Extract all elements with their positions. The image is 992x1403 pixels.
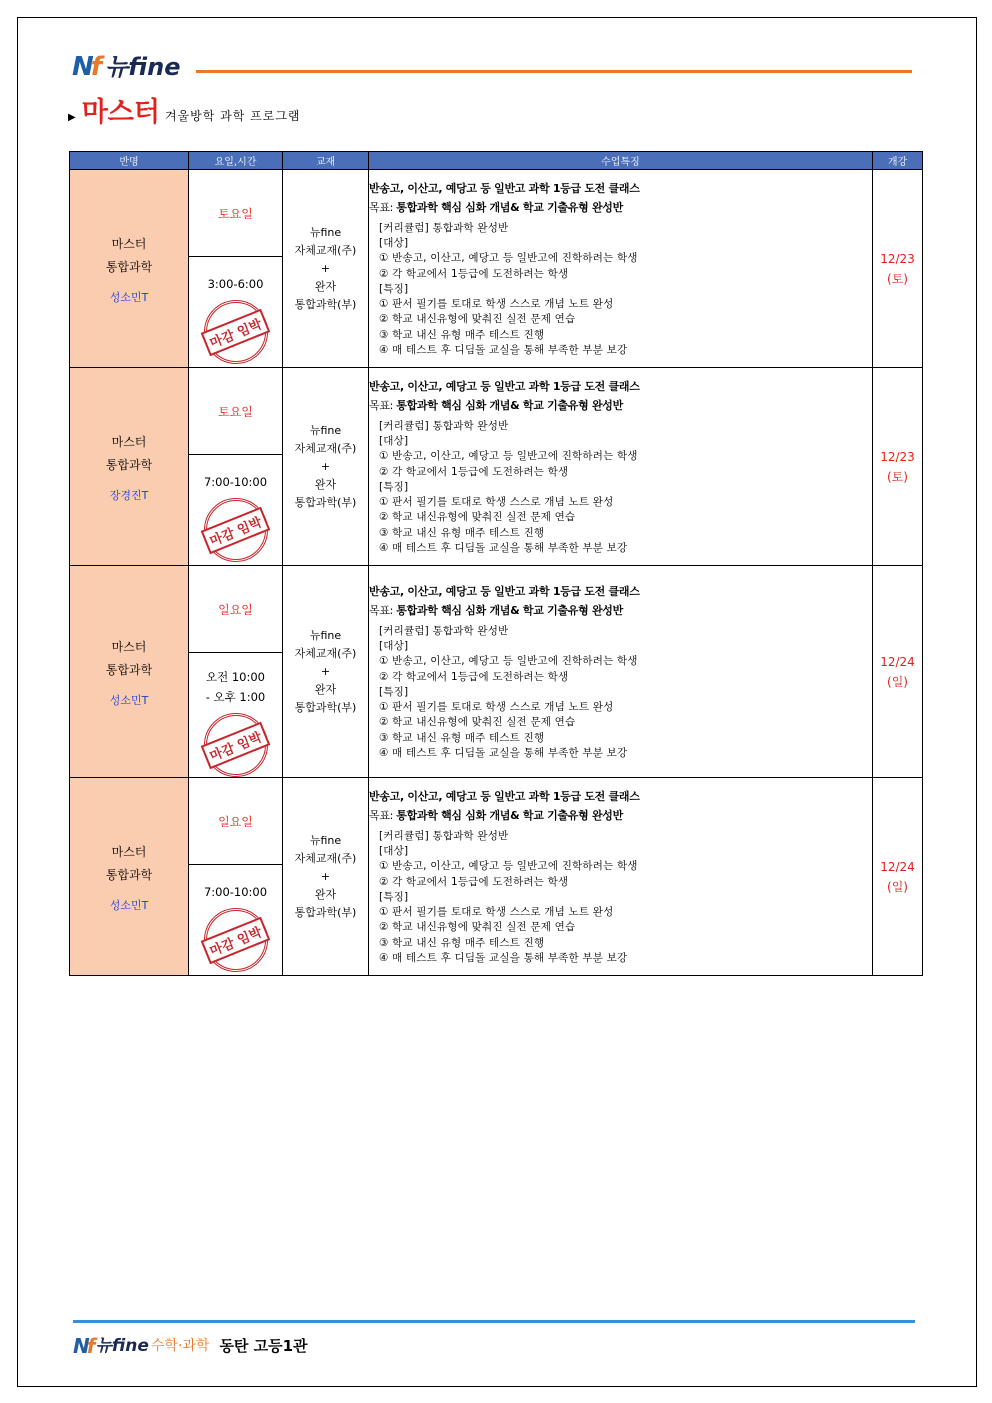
time-cell [189,653,283,778]
day-cell: 토요일 [189,170,283,257]
schedule-table [69,151,923,976]
book-cell [283,170,369,368]
features-cell [369,170,873,368]
time-cell [189,455,283,566]
open-weekday: (토) [887,469,908,484]
feature-line: ② 각 학교에서 1등급에 도전하려는 학생 [379,267,569,280]
class-name-line2: 통합과학 [105,662,153,677]
book-cell [283,778,369,976]
book-line: 뉴fine [309,225,342,239]
class-cell [70,170,189,368]
header-rule [196,70,912,73]
open-date: 12/23 [880,449,915,464]
brand-logo [72,50,181,82]
feature-line: ① 판서 필기를 토대로 학생 스스로 개념 노트 완성 [379,906,614,919]
day-cell: 토요일 [189,368,283,455]
goal-text: 통합과학 핵심 심화 개념& 학교 기출유형 완성반 [396,604,623,618]
time-cell [189,257,283,368]
day-cell: 일요일 [189,778,283,865]
table-row [70,170,923,257]
feature-line: ④ 매 테스트 후 디딤돌 교실을 통해 부족한 부분 보강 [379,951,628,964]
page-title-row [68,98,301,128]
feature-line: ④ 매 테스트 후 디딤돌 교실을 통해 부족한 부분 보강 [379,541,628,554]
feature-line: ② 학교 내신유형에 맞춰진 실전 문제 연습 [379,313,576,326]
table-header-row [70,152,923,170]
deadline-stamp-icon [204,498,268,562]
book-line: 완자 [314,682,337,696]
feature-list [369,829,872,966]
feature-list [369,419,872,556]
feature-line: [특징] [379,282,409,295]
feature-line: ① 판서 필기를 토대로 학생 스스로 개념 노트 완성 [379,701,614,714]
book-line: 자체교재(주) [294,851,357,865]
column-header-class: 반명 [70,152,189,170]
book-line: 완자 [314,279,337,293]
open-date-cell [873,170,923,368]
column-header-book: 교재 [283,152,369,170]
feature-line: ③ 학교 내신 유형 매주 테스트 진행 [379,731,545,744]
time-range: 7:00-10:00 [203,885,268,899]
open-date: 12/24 [880,654,915,669]
feature-line: [커리큘럼] 통합과학 완성반 [379,222,509,235]
open-date: 12/24 [880,859,915,874]
feature-line: [대상] [379,435,409,448]
feature-line: ② 각 학교에서 1등급에 도전하려는 학생 [379,670,569,683]
feature-line: ① 반송고, 이산고, 예당고 등 일반고에 진학하려는 학생 [379,655,638,668]
deadline-stamp-icon [204,300,268,364]
book-line: 통합과학(부) [294,297,357,311]
table-row [70,566,923,653]
feature-line: ② 학교 내신유형에 맞춰진 실전 문제 연습 [379,921,576,934]
column-header-features: 수업특징 [369,152,873,170]
feature-line: [특징] [379,890,409,903]
teacher-name: 장경진T [109,488,149,502]
goal-label: 목표: [369,604,394,618]
feature-headline: 반송고, 이산고, 예당고 등 일반고 과학 1등급 도전 클래스 [369,790,640,804]
feature-line: [대상] [379,237,409,250]
book-cell [283,368,369,566]
feature-line: ② 학교 내신유형에 맞춰진 실전 문제 연습 [379,511,576,524]
feature-line: ③ 학교 내신 유형 매주 테스트 진행 [379,328,545,341]
feature-line: ② 각 학교에서 1등급에 도전하려는 학생 [379,875,569,888]
goal-label: 목표: [369,399,394,413]
column-header-open: 개강 [873,152,923,170]
stamp-text: 마감 임박 [201,721,270,768]
book-line: 뉴fine [309,628,342,642]
feature-line: ② 학교 내신유형에 맞춰진 실전 문제 연습 [379,716,576,729]
deadline-stamp-icon [204,713,268,777]
goal-text: 통합과학 핵심 심화 개념& 학교 기출유형 완성반 [396,201,623,215]
book-line: + [320,261,331,275]
time-cell [189,865,283,976]
footer-rule [73,1320,915,1323]
feature-line: [커리큘럼] 통합과학 완성반 [379,830,509,843]
features-cell [369,778,873,976]
book-line: 자체교재(주) [294,646,357,660]
class-cell [70,778,189,976]
footer-subject: 수학·과학 [150,1338,210,1354]
class-name-line2: 통합과학 [105,867,153,882]
open-weekday: (토) [887,271,908,286]
open-weekday: (일) [887,674,908,689]
class-cell [70,368,189,566]
open-date-cell [873,368,923,566]
time-range: 7:00-10:00 [203,475,268,489]
feature-line: [대상] [379,845,409,858]
features-cell [369,368,873,566]
table-row [70,368,923,455]
class-name-line2: 통합과학 [105,457,153,472]
feature-line: ③ 학교 내신 유형 매주 테스트 진행 [379,526,545,539]
feature-line: ④ 매 테스트 후 디딤돌 교실을 통해 부족한 부분 보강 [379,746,628,759]
footer-logo-text: 뉴fine [95,1336,149,1356]
table-row [70,778,923,865]
teacher-name: 성소민T [109,898,149,912]
book-line: 뉴fine [309,423,342,437]
logo-mark-icon: Nf [72,52,100,82]
feature-line: [대상] [379,640,409,653]
stamp-text: 마감 임박 [201,916,270,963]
book-line: 통합과학(부) [294,495,357,509]
book-line: 완자 [314,477,337,491]
feature-line: ① 판서 필기를 토대로 학생 스스로 개념 노트 완성 [379,298,614,311]
goal-text: 통합과학 핵심 심화 개념& 학교 기출유형 완성반 [396,399,623,413]
feature-line: ③ 학교 내신 유형 매주 테스트 진행 [379,936,545,949]
feature-goal [369,806,872,825]
class-name-line1: 마스터 [111,434,147,449]
feature-line: ① 판서 필기를 토대로 학생 스스로 개념 노트 완성 [379,496,614,509]
book-line: 뉴fine [309,833,342,847]
stamp-text: 마감 임박 [201,308,270,355]
triangle-bullet-icon: ▶ [68,112,76,123]
feature-line: ① 반송고, 이산고, 예당고 등 일반고에 진학하려는 학생 [379,450,638,463]
book-line: + [320,664,331,678]
day-cell: 일요일 [189,566,283,653]
class-name-line1: 마스터 [111,844,147,859]
open-date-cell [873,566,923,778]
book-line: 자체교재(주) [294,243,357,257]
deadline-stamp-icon [204,908,268,972]
stamp-text: 마감 임박 [201,506,270,553]
open-date-cell [873,778,923,976]
book-line: + [320,459,331,473]
features-cell [369,566,873,778]
time-range: 3:00-6:00 [207,277,264,291]
class-name-line2: 통합과학 [105,259,153,274]
open-date: 12/23 [880,251,915,266]
logo-text: 뉴fine [105,53,181,81]
feature-line: [특징] [379,685,409,698]
feature-line: ② 각 학교에서 1등급에 도전하려는 학생 [379,465,569,478]
teacher-name: 성소민T [109,290,149,304]
feature-goal [369,198,872,217]
goal-label: 목표: [369,201,394,215]
column-header-time: 요일,시간 [189,152,283,170]
feature-line: [커리큘럼] 통합과학 완성반 [379,420,509,433]
book-line: 자체교재(주) [294,441,357,455]
footer-logo-mark-icon: Nf [73,1334,93,1358]
book-line: 통합과학(부) [294,700,357,714]
feature-line: ① 반송고, 이산고, 예당고 등 일반고에 진학하려는 학생 [379,860,638,873]
time-range: 오전 10:00 - 오후 1:00 [205,670,266,704]
feature-headline: 반송고, 이산고, 예당고 등 일반고 과학 1등급 도전 클래스 [369,585,640,599]
feature-goal [369,601,872,620]
feature-headline: 반송고, 이산고, 예당고 등 일반고 과학 1등급 도전 클래스 [369,380,640,394]
feature-goal [369,396,872,415]
book-line: 완자 [314,887,337,901]
feature-list [369,624,872,761]
page-title: 마스터 [81,97,160,128]
feature-line: ④ 매 테스트 후 디딤돌 교실을 통해 부족한 부분 보강 [379,343,628,356]
footer [73,1335,308,1357]
book-line: + [320,869,331,883]
class-name-line1: 마스터 [111,236,147,251]
class-name-line1: 마스터 [111,639,147,654]
feature-list [369,221,872,358]
feature-headline: 반송고, 이산고, 예당고 등 일반고 과학 1등급 도전 클래스 [369,182,640,196]
teacher-name: 성소민T [109,693,149,707]
goal-label: 목표: [369,809,394,823]
feature-line: ① 반송고, 이산고, 예당고 등 일반고에 진학하려는 학생 [379,252,638,265]
class-cell [70,566,189,778]
page-subtitle: 겨울방학 과학 프로그램 [164,109,301,123]
feature-line: [특징] [379,480,409,493]
footer-branch: 동탄 고등1관 [219,1337,308,1355]
goal-text: 통합과학 핵심 심화 개념& 학교 기출유형 완성반 [396,809,623,823]
book-line: 통합과학(부) [294,905,357,919]
book-cell [283,566,369,778]
open-weekday: (일) [887,879,908,894]
feature-line: [커리큘럼] 통합과학 완성반 [379,625,509,638]
